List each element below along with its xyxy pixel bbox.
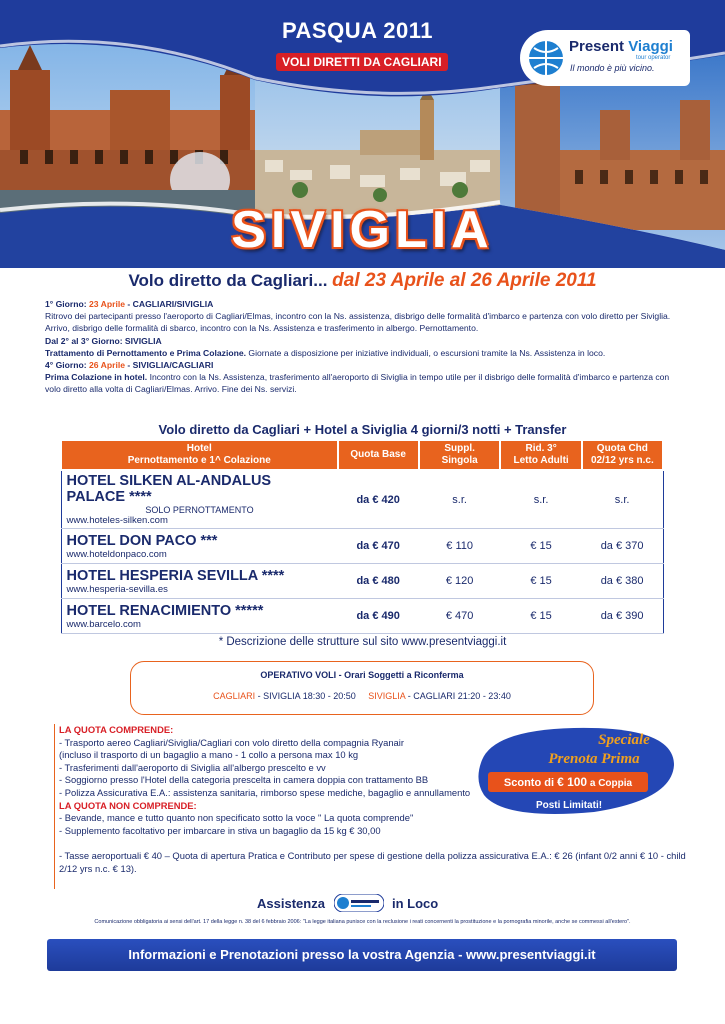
price-base: da € 470: [338, 529, 419, 564]
table-row: [61, 529, 663, 564]
itinerary-day23-text: Trattamento di Pernottamento e Prima Colazione. Giornate a disposizione per iniziative individuali, o escursioni tramite la Ns. Assistenza in loco.: [45, 347, 606, 358]
flight-schedule: [130, 661, 594, 715]
hotel-cell: [61, 564, 338, 599]
table-row: [61, 564, 663, 599]
brand-subtitle: tour operator: [636, 55, 671, 61]
flight-schedule-title: OPERATIVO VOLI - Orari Soggetti a Riconferma: [260, 670, 464, 680]
description-note: * Descrizione delle strutture sul sito www.presentviaggi.it: [218, 636, 507, 648]
hotel-name: HOTEL DON PACO ***: [66, 532, 218, 549]
hotel-url[interactable]: www.hesperia-sevilla.es: [66, 583, 168, 595]
brand-logo-small-icon: [334, 894, 384, 912]
price-table-header: [61, 440, 663, 470]
list-item: - Tasse aeroportuali € 40 – Quota di apertura Pratica e Contributo per spese di gestione della polizza assicurativa E.A.: € 26 (infant 0/2 anni € 10 - child 2/12 yrs n.c. € 13).: [59, 850, 686, 874]
col-rid: Rid. 3° Letto Adulti: [500, 440, 581, 470]
trip-dates: dal 23 Aprile al 26 Aprile 2011: [332, 270, 597, 291]
quote-excludes-taxes: [54, 850, 689, 875]
itinerary-day1-header: 1° Giorno: 23 Aprile - CAGLIARI/SIVIGLIA: [45, 299, 214, 309]
hotel-cell: [61, 599, 338, 634]
table-row: [61, 599, 663, 634]
hotel-url[interactable]: www.barcelo.com: [66, 618, 141, 630]
price-single: s.r.: [419, 470, 501, 529]
event-title: PASQUA 2011: [282, 18, 434, 43]
hotel-name: HOTEL SILKEN AL-ANDALUS PALACE ****: [66, 473, 272, 505]
promo-limited: Posti Limitati!: [535, 800, 603, 811]
legal-notice: Comunicazione obbligatoria ai sensi dell'art. 17 della legge n. 38 del 6 febbraio 2006: "La legge italiana punisce con la reclusione i reati concernenti la prostituzione e la pornografia minorile, anche se commessi all'estero".: [94, 919, 631, 925]
list-item: - Trasporto aereo Cagliari/Siviglia/Cagliari con volo diretto della compagnia Ryanair: [59, 736, 404, 748]
promo-line1: Speciale: [598, 732, 650, 748]
list-item: - Soggiorno presso l'Hotel della categoria prescelta in camera doppia con trattamento BB: [59, 774, 429, 786]
list-item: - Supplemento facoltativo per imbarcare in stiva un bagaglio da 15 kg € 30,00: [59, 824, 381, 836]
itinerary-day1-text: Ritrovo dei partecipanti presso l'aeroporto di Cagliari/Elmas, incontro con la Ns. assistenza, disbrigo delle formalità d'imbarco e partenza con volo diretto per Siviglia. Arrivo, disbrigo delle formalità di sbarco, incontro con la Ns. Assistenza e trasferimento in albergo. Pernottamento.: [45, 311, 671, 334]
assistance-label-suffix: in Loco: [392, 896, 439, 911]
price-base: da € 420: [338, 470, 419, 529]
price-base: da € 490: [338, 599, 419, 634]
col-hotel: Hotel Pernottamento e 1^ Colazione: [61, 440, 338, 470]
list-item: - Bevande, mance e tutto quanto non specificato sotto la voce " La quota comprende": [59, 812, 414, 824]
price-chd: da € 370: [582, 529, 663, 564]
itinerary-day4-header: 4° Giorno: 26 Aprile - SIVIGLIA/CAGLIARI: [45, 360, 214, 371]
price-rid: € 15: [500, 599, 581, 634]
price-single: € 470: [419, 599, 501, 634]
promo-discount: Sconto di € 100 a Coppia: [503, 775, 633, 789]
table-row: [61, 470, 663, 529]
hotel-cell: [61, 529, 338, 564]
footer-banner: Informazioni e Prenotazioni presso la vostra Agenzia - www.presentviaggi.it: [47, 939, 677, 971]
itinerary: [45, 298, 685, 396]
trip-intro-lead: Volo diretto da Cagliari...: [128, 271, 328, 290]
hotel-name: HOTEL HESPERIA SEVILLA ****: [66, 567, 285, 584]
event-subtitle: VOLI DIRETTI DA CAGLIARI: [276, 53, 448, 71]
includes-title: LA QUOTA COMPRENDE:: [59, 724, 174, 735]
list-item: - Polizza Assicurativa E.A.: assistenza sanitaria, rimborso spese mediche, bagaglio e annullamento: [59, 786, 471, 798]
flight-schedule-row: CAGLIARI - SIVIGLIA 18:30 - 20:50 SIVIGLIA - CAGLIARI 21:20 - 23:40: [213, 691, 511, 701]
brand-tagline: Il mondo è più vicino.: [570, 63, 655, 73]
price-single: € 110: [419, 529, 501, 564]
hotel-note: SOLO PERNOTTAMENTO: [145, 505, 254, 515]
price-chd: s.r.: [582, 470, 663, 529]
list-item: - Trasferimenti dall'aeroporto di Siviglia all'albergo prescelto e vv: [59, 761, 326, 773]
col-base: Quota Base: [338, 440, 419, 470]
price-table-title: Volo diretto da Cagliari + Hotel a Siviglia 4 giorni/3 notti + Transfer: [158, 422, 567, 437]
assistance-label: Assistenza: [257, 896, 325, 911]
destination-title: SIVIGLIA: [231, 201, 494, 259]
list-item: (incluso il trasporto di un bagaglio a mano - 1 collo a persona max 10 kg: [59, 749, 359, 761]
price-chd: da € 380: [582, 564, 663, 599]
header-banner: [0, 0, 725, 268]
price-single: € 120: [419, 564, 501, 599]
hotel-cell: [61, 470, 338, 529]
trip-intro: [0, 270, 725, 292]
price-rid: € 15: [500, 529, 581, 564]
col-chd: Quota Chd 02/12 yrs n.c.: [582, 440, 663, 470]
promo-badge: [474, 720, 679, 820]
excludes-title: LA QUOTA NON COMPRENDE:: [59, 799, 197, 811]
col-single: Suppl. Singola: [419, 440, 501, 470]
price-rid: s.r.: [500, 470, 581, 529]
itinerary-day4-text: Prima Colazione in hotel. Incontro con la Ns. Assistenza, trasferimento all'aeroporto di Siviglia in tempo utile per il disbrigo delle formalità d'imbarco e partenza con volo diretto alla volta di Cagliari/Elmas. Arrivo. Fine dei Ns. servizi.: [45, 372, 670, 395]
hotel-url[interactable]: www.hoteldonpaco.com: [66, 548, 167, 560]
globe-icon: [526, 38, 566, 78]
price-rid: € 15: [500, 564, 581, 599]
hotel-name: HOTEL RENACIMIENTO *****: [66, 602, 264, 619]
itinerary-day23-header: Dal 2° al 3° Giorno: SIVIGLIA: [45, 335, 162, 346]
price-chd: da € 390: [582, 599, 663, 634]
hotel-url[interactable]: www.hoteles-silken.com: [66, 515, 168, 526]
price-base: da € 480: [338, 564, 419, 599]
price-table: [60, 439, 664, 634]
brand-name: Present Viaggi: [569, 38, 673, 55]
promo-line2: Prenota Prima: [548, 751, 640, 767]
